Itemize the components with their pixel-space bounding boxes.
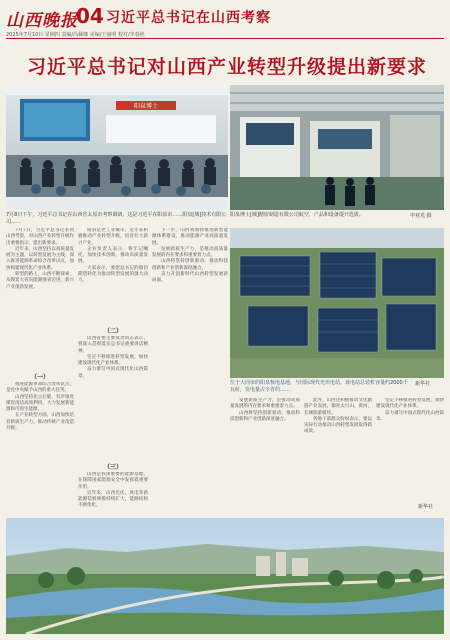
article-paragraph: 企业负责人表示，将牢记嘱托，加快技术创新，推动高质量发展。	[78, 246, 148, 265]
article-column-2	[6, 382, 74, 514]
subhead-2: （二）	[103, 328, 122, 335]
article-paragraph: 发展新质生产力，是推动高质量发展的内在要求和重要着力点。	[152, 246, 228, 259]
photo1-caption: 7月8日下午，习近平总书记在山西省太原市考察调研。这是习近平在阳泉市……阳泉[城]技术有限公司……	[6, 212, 227, 225]
solar-photo-image	[230, 228, 444, 378]
article-paragraph: 奋力谱写中国式现代化山西篇章。	[376, 410, 444, 422]
article-paragraph: 近年来，山西坚持以高质量发展为主题，以转型发展为主线，深入推进能源革命综合改革试点，加快构建现代化产业体系。	[6, 246, 74, 271]
article-paragraph: 7月7日，习近平总书记来到山西考察，对山西产业转型升级作出重要指示，提出新要求。	[6, 228, 74, 246]
article-paragraph: 下一步，山西将加快推进新型能源体系建设，推动能源产业高质量发展。	[152, 228, 228, 246]
photo-landscape	[6, 518, 444, 634]
article-column-8	[304, 398, 372, 514]
photo2-caption: 阳泉博士[城]精密制造有限公司航空，产品和设备提升选拔。	[230, 212, 364, 218]
masthead	[6, 4, 446, 30]
subhead-1: （一）	[30, 374, 49, 381]
article-paragraph: 大家表示，要把总书记的殷切期望转化为推动转型发展的强大动力。	[78, 265, 148, 284]
section-title: 习近平总书记在山西考察	[106, 10, 271, 26]
landscape-photo-image	[6, 518, 444, 634]
photo-solar	[230, 228, 444, 378]
article-column-3	[78, 228, 148, 324]
article-paragraph: 转型的路上，山西不断探索，从煤炭大省向能源强省迈进，新兴产业蓬勃发展。	[6, 272, 74, 290]
article-paragraph: 奋力开创新时代山西转型发展新局面。	[152, 272, 228, 284]
article-column-6	[152, 228, 228, 514]
photo-meeting	[6, 85, 228, 210]
article-column-1	[6, 228, 74, 368]
article-column-4	[78, 336, 148, 460]
subhead-3: （三）	[103, 464, 122, 471]
article-byline: 新华社	[418, 504, 434, 510]
article-paragraph: 近年来，山西光伏、风电等新能源装机规模持续扩大，能源结构不断优化。	[78, 490, 148, 509]
article-paragraph: 在产业转型方面，山西加快培育新质生产力，推动传统产业改造升级。	[6, 413, 74, 432]
headline: 习近平总书记对山西产业转型升级提出新要求	[26, 56, 427, 78]
article-paragraph: 奋力谱写中国式现代化山西篇章。	[78, 367, 148, 379]
article-paragraph: 发展新质生产力，是推动高质量发展的内在要求和重要着力点。	[230, 398, 300, 410]
article-paragraph: 山西是我国重要的能源基地，在保障国家能源安全中发挥着重要作用。	[78, 472, 148, 490]
article-column-9	[376, 398, 444, 498]
article-column-5	[78, 472, 148, 514]
article-paragraph: 山西将坚持创新驱动，推动科技创新和产业创新深度融合。	[152, 259, 228, 271]
article-paragraph: 各地干部群众纷纷表示，要以实际行动推动山西转型发展取得新成效。	[304, 416, 372, 435]
article-paragraph: 阳泉是老工业城市，近年来积极推动产业转型升级，培育壮大新兴产业。	[78, 228, 148, 246]
masthead-rule	[6, 38, 444, 39]
article-paragraph: 推进能源革命综合改革试点，是党中央赋予山西的重大任务。	[6, 382, 74, 394]
article-paragraph: 坚定不移推进转型发展，加快建设现代化产业体系。	[376, 398, 444, 410]
masthead-meta: 2025年7月10日 星期四 责编/冯佩娜 美编/王丽明 校对/李春艳	[6, 32, 145, 38]
article-paragraph: 山西将坚持创新驱动，推动科技创新和产业创新深度融合。	[230, 410, 300, 422]
article-paragraph: 山西省委主要负责同志表示，将深入贯彻落实总书记重要讲话精神。	[78, 336, 148, 354]
photo3-caption: 位于大同市的阳泉核电基地，与国际现代光伏电站。该电站总装机容量约2000千瓦时，发电量占全省的……	[230, 380, 408, 393]
page-number: 04	[76, 4, 104, 28]
photo3-credit: 新华社	[415, 381, 431, 387]
article-paragraph: 山西坚持先立后破，有序推进煤炭清洁高效利用，大力发展新能源和可再生能源。	[6, 394, 74, 413]
article-paragraph: 坚定不移推进转型发展，加快建设现代化产业体系。	[78, 354, 148, 367]
photo-factory	[230, 85, 444, 210]
paper-logo: 山西晚报	[6, 11, 78, 31]
article-column-7	[230, 398, 300, 514]
article-paragraph: 此外，山西还积极推动文化旅游产业发展，擦亮太行山、黄河、长城旅游板块。	[304, 398, 372, 416]
factory-photo-image	[230, 85, 444, 210]
meeting-photo-image	[6, 85, 228, 210]
photo1-sign: 阳泉博士	[133, 103, 159, 110]
photo2-credit: 申亚光 摄	[410, 213, 432, 219]
